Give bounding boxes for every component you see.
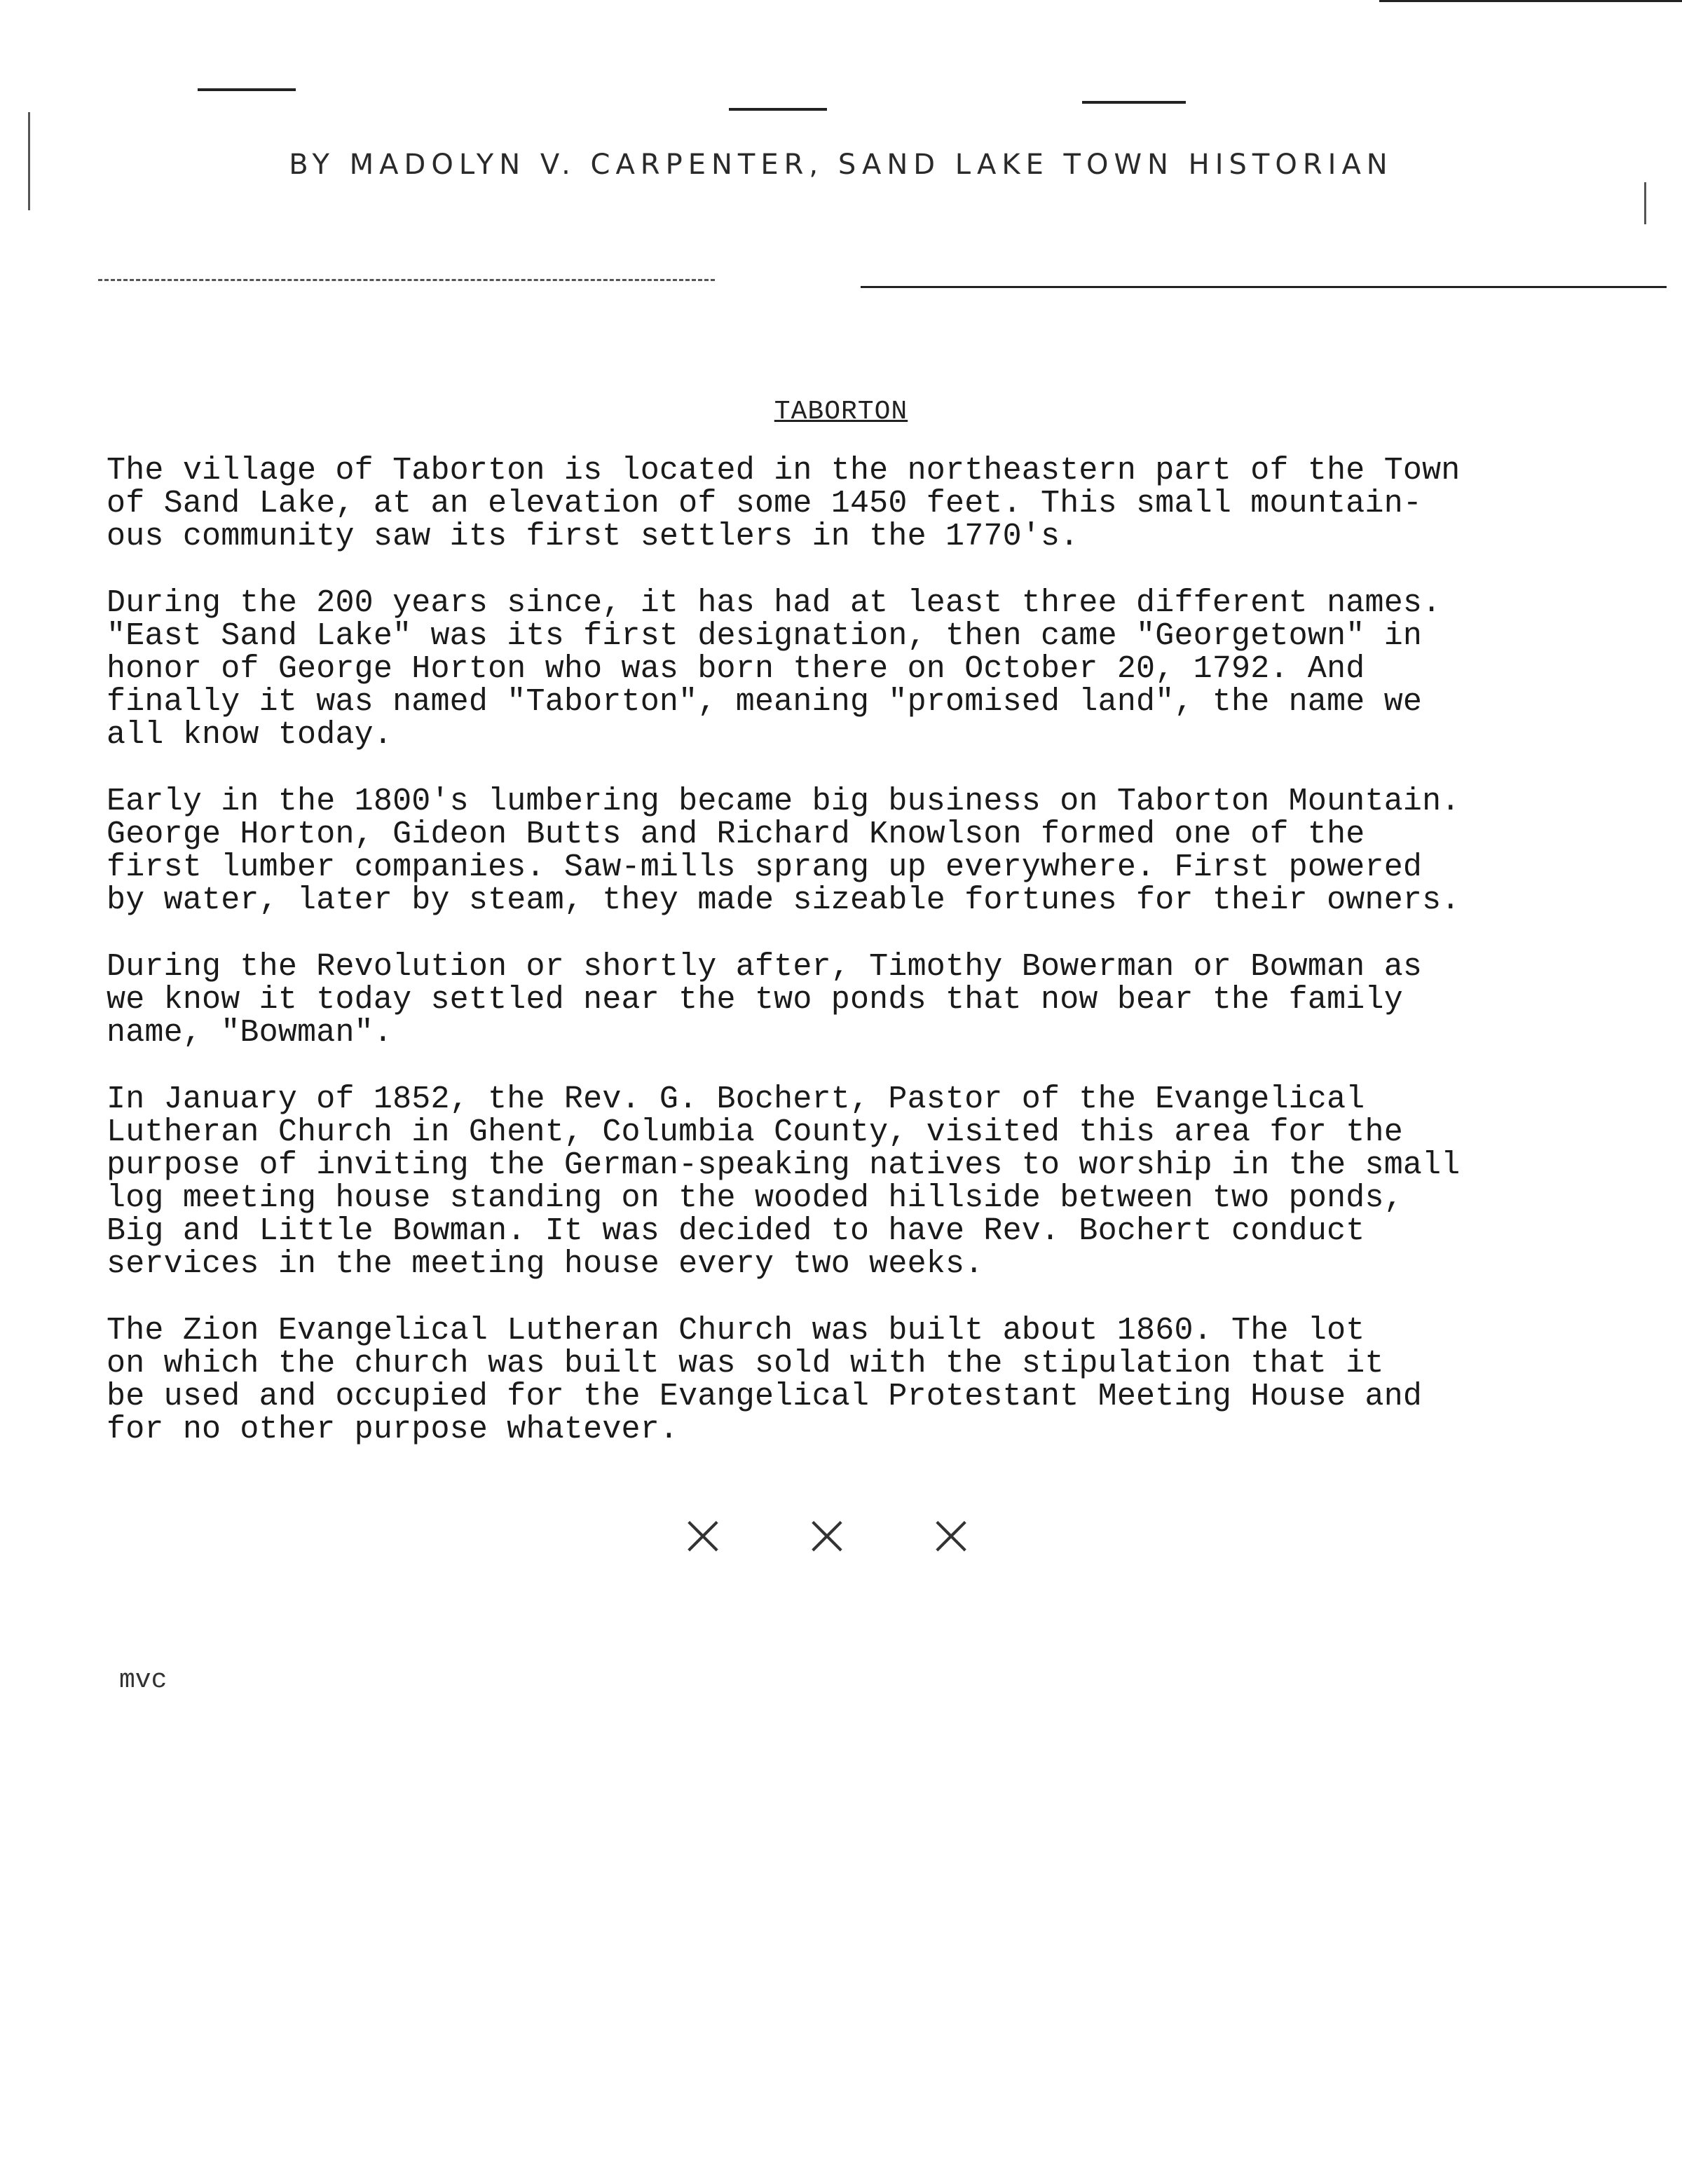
header-dash-left: [198, 88, 296, 91]
header-dash-center: [729, 108, 827, 111]
author-initials: mvc: [119, 1665, 167, 1695]
margin-mark: [28, 112, 30, 210]
paragraph: The Zion Evangelical Lutheran Church was built about 1860. The lot on which the church was built was sold with the stipulation that it be used and occupied for the Evangelical Protestant Meeting House and for no other purpose whatever.: [107, 1313, 1423, 1447]
paragraph: During the Revolution or shortly after, Timothy Bowerman or Bowman as we know it today settled near the two ponds that now bear the family name, "Bowman".: [107, 949, 1423, 1051]
margin-mark: [1644, 182, 1646, 224]
paragraph: During the 200 years since, it has had at least three different names. "East Sand Lake" was its first designation, then came "Georgetown" in honor of George Horton who was born there on October 20, 1792. And finally it was named "Taborton", meaning "promised land", the name we all know today.: [107, 585, 1442, 753]
paragraph: In January of 1852, the Rev. G. Bochert, Pastor of the Evangelical Lutheran Church in Ghent, Columbia County, visited this area for the purpose of inviting the German-speaking natives to worship in the small log meeting house standing on the wooded hillside between two ponds, Big and Little Bowman. It was decided to have Rev. Bochert conduct services in the meeting house every two weeks.: [107, 1081, 1461, 1282]
header-dash-right: [1082, 101, 1186, 104]
end-marks: × × ×: [678, 1500, 1004, 1569]
body-text: [107, 454, 1564, 1480]
page-title: TABORTON: [774, 397, 908, 427]
top-right-rule: [1379, 0, 1682, 2]
divider-left: [98, 279, 715, 281]
byline: BY MADOLYN V. CARPENTER, SAND LAKE TOWN HISTORIAN: [289, 149, 1393, 181]
divider-right: [861, 286, 1667, 288]
paragraph: The village of Taborton is located in the northeastern part of the Town of Sand Lake, at an elevation of some 1450 feet. This small mountain- ous community saw its first settlers in the 1770's.: [107, 453, 1461, 554]
paragraph: Early in the 1800's lumbering became big business on Taborton Mountain. George Horton, Gideon Butts and Richard Knowlson formed one of the first lumber companies. Saw-mills sprang up everywhere. First powered by water, later by steam, they made sizeable fortunes for their owners.: [107, 784, 1461, 918]
